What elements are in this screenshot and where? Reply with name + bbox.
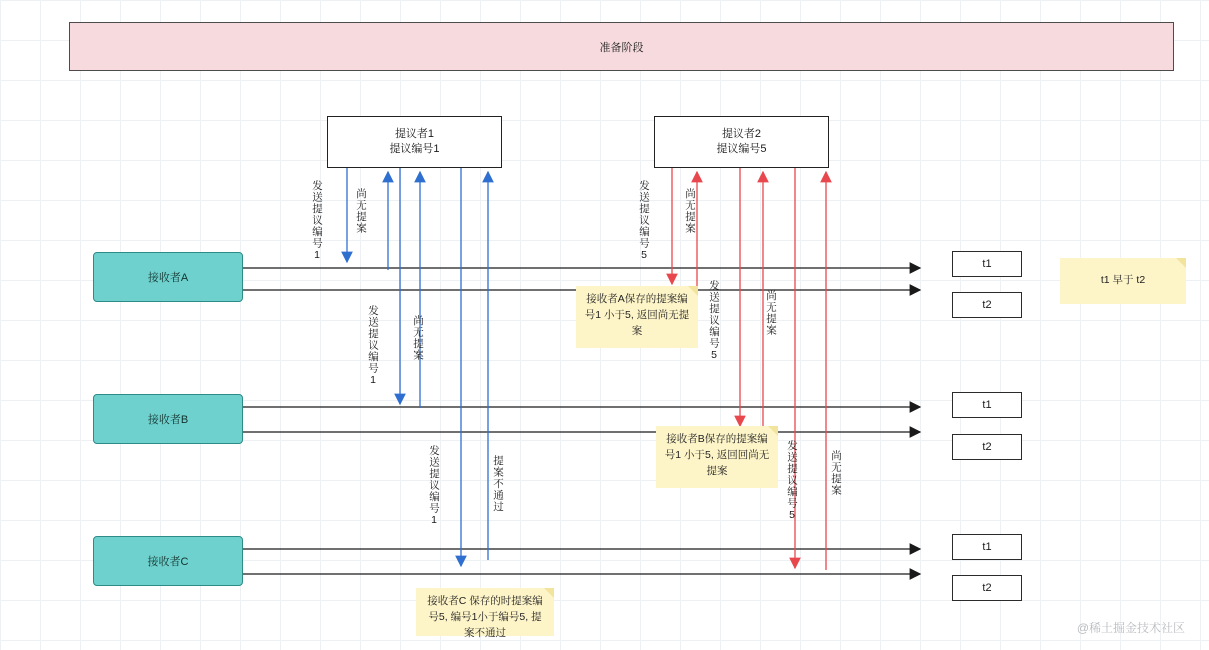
timebox-b-t2 xyxy=(952,434,1022,460)
acceptor-c-box[interactable] xyxy=(93,536,243,586)
note-acceptor-c xyxy=(416,588,554,639)
label-p2-acceptor-c-reply: 尚无提案 xyxy=(830,450,843,496)
proposer-2-number: 提议编号5 xyxy=(716,143,767,155)
phase-banner xyxy=(69,22,1174,71)
proposer-1-name: 提议者1 xyxy=(394,128,435,141)
watermark: @稀土掘金技术社区 xyxy=(1076,621,1185,635)
legend-note-text: t1 早于 t2 xyxy=(1100,274,1146,287)
timebox-a-t2 xyxy=(952,292,1022,318)
label-p1-acceptor-b-reply: 尚无提案 xyxy=(412,315,425,361)
label-p1-acceptor-c-send: 发送提议编号1 xyxy=(428,445,441,527)
note-corner-icon xyxy=(688,286,698,296)
legend-note xyxy=(1060,258,1186,304)
acceptor-a-box[interactable] xyxy=(93,252,243,302)
timebox-c-t2 xyxy=(952,575,1022,601)
label-p2-acceptor-b-reply: 尚无提案 xyxy=(765,290,778,336)
note-corner-icon xyxy=(768,426,778,436)
timebox-c-t2-label: t2 xyxy=(982,582,992,594)
label-p1-acceptor-b-send: 发送提议编号1 xyxy=(367,305,380,387)
note-acceptor-a xyxy=(576,286,698,348)
timebox-a-t1-label: t1 xyxy=(982,258,992,270)
proposer-2-name: 提议者2 xyxy=(721,128,762,141)
acceptor-c-label: 接收者C xyxy=(147,556,189,568)
timebox-b-t2-label: t2 xyxy=(982,441,992,453)
timebox-b-t1-label: t1 xyxy=(982,399,992,411)
timebox-c-t1-label: t1 xyxy=(982,541,992,553)
proposer-1-box[interactable] xyxy=(327,116,502,168)
acceptor-a-label: 接收者A xyxy=(147,272,189,284)
note-corner-icon xyxy=(544,588,554,598)
label-p1-acceptor-a-send: 发送提议编号1 xyxy=(311,180,324,262)
proposer-2-box[interactable] xyxy=(654,116,829,168)
label-p2-acceptor-a-send: 发送提议编号5 xyxy=(638,180,651,262)
note-acceptor-c-text: 接收者C 保存的时提案编号5, 编号1小于编号5, 提案不通过 xyxy=(427,595,543,639)
note-acceptor-b-text: 接收者B保存的提案编号1 小于5, 返回回尚无提案 xyxy=(664,433,770,477)
note-corner-icon xyxy=(1176,258,1186,268)
timebox-a-t2-label: t2 xyxy=(982,299,992,311)
phase-title: 准备阶段 xyxy=(599,41,644,54)
label-p1-acceptor-a-reply: 尚无提案 xyxy=(355,188,368,234)
timebox-c-t1 xyxy=(952,534,1022,560)
timebox-b-t1 xyxy=(952,392,1022,418)
label-p1-acceptor-c-reply: 提案不通过 xyxy=(492,455,505,513)
label-p2-acceptor-c-send: 发送提议编号5 xyxy=(786,440,799,522)
acceptor-b-label: 接收者B xyxy=(147,414,189,426)
note-acceptor-a-text: 接收者A保存的提案编号1 小于5, 返回尚无提案 xyxy=(584,293,690,337)
timebox-a-t1 xyxy=(952,251,1022,277)
acceptor-b-box[interactable] xyxy=(93,394,243,444)
label-p2-acceptor-a-reply: 尚无提案 xyxy=(684,188,697,234)
proposer-1-number: 提议编号1 xyxy=(389,143,440,155)
label-p2-acceptor-b-send: 发送提议编号5 xyxy=(708,280,721,362)
note-acceptor-b xyxy=(656,426,778,488)
